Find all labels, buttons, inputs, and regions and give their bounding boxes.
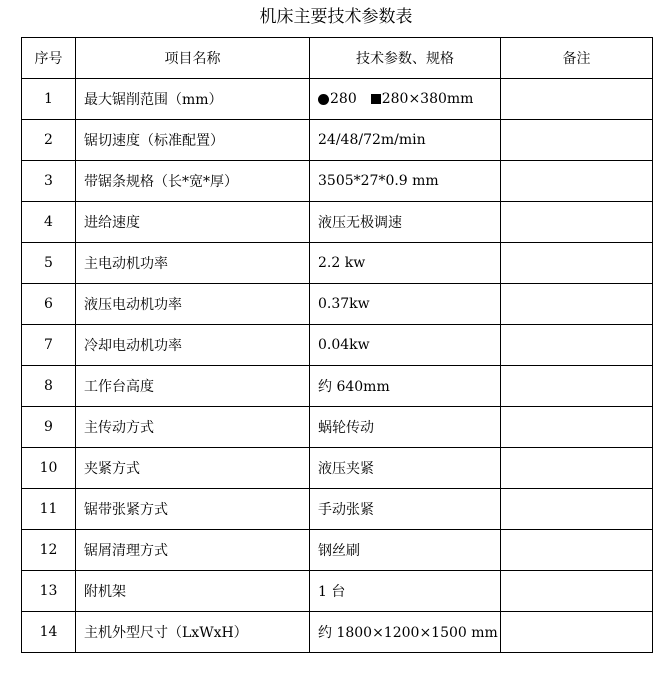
row-remark: [501, 202, 653, 243]
row-remark: [501, 120, 653, 161]
header-name: 项目名称: [76, 38, 310, 79]
table-row: [22, 161, 653, 202]
row-name: 最大锯削范围（mm）: [76, 79, 310, 120]
row-spec: 钢丝刷: [310, 530, 501, 571]
row-no: 6: [22, 284, 76, 325]
row-spec: [310, 79, 501, 120]
row-remark: [501, 161, 653, 202]
table-header-row: [22, 38, 653, 79]
table-row: [22, 325, 653, 366]
row-name: 夹紧方式: [76, 448, 310, 489]
table-row: [22, 202, 653, 243]
header-spec: 技术参数、规格: [310, 38, 501, 79]
square-icon: [371, 94, 381, 104]
row-spec: 液压无极调速: [310, 202, 501, 243]
row-remark: [501, 284, 653, 325]
row-name: 主电动机功率: [76, 243, 310, 284]
row-name: 锯切速度（标准配置）: [76, 120, 310, 161]
row-no: 5: [22, 243, 76, 284]
table-row: [22, 79, 653, 120]
table-row: [22, 284, 653, 325]
row-no: 12: [22, 530, 76, 571]
table-row: [22, 571, 653, 612]
row-remark: [501, 366, 653, 407]
row-no: 8: [22, 366, 76, 407]
row-no: 4: [22, 202, 76, 243]
row-no: 10: [22, 448, 76, 489]
parameter-table: [21, 37, 653, 653]
row-no: 13: [22, 571, 76, 612]
row-no: 3: [22, 161, 76, 202]
header-remark: 备注: [501, 38, 653, 79]
row-no: 7: [22, 325, 76, 366]
row-no: 2: [22, 120, 76, 161]
row-no: 1: [22, 79, 76, 120]
row-name: 锯带张紧方式: [76, 489, 310, 530]
row-name: 进给速度: [76, 202, 310, 243]
row-no: 14: [22, 612, 76, 653]
row-name: 主传动方式: [76, 407, 310, 448]
table-row: [22, 366, 653, 407]
row-name: 锯屑清理方式: [76, 530, 310, 571]
row-spec: 2.2 kw: [310, 243, 501, 284]
table-row: [22, 243, 653, 284]
row-no: 9: [22, 407, 76, 448]
row-spec: 1 台: [310, 571, 501, 612]
row-remark: [501, 407, 653, 448]
circle-icon: [318, 94, 329, 105]
table-row: [22, 530, 653, 571]
row-remark: [501, 79, 653, 120]
table-row: [22, 120, 653, 161]
row-spec: 蜗轮传动: [310, 407, 501, 448]
row-name: 带锯条规格（长*宽*厚）: [76, 161, 310, 202]
table-row: [22, 612, 653, 653]
spec-rectangle: 280×380mm: [381, 91, 474, 107]
row-remark: [501, 448, 653, 489]
row-name: 主机外型尺寸（LxWxH）: [76, 612, 310, 653]
row-spec: 0.04kw: [310, 325, 501, 366]
row-remark: [501, 530, 653, 571]
row-spec: 0.37kw: [310, 284, 501, 325]
row-remark: [501, 325, 653, 366]
row-spec: 约 640mm: [310, 366, 501, 407]
row-name: 工作台高度: [76, 366, 310, 407]
row-spec: 24/48/72m/min: [310, 120, 501, 161]
row-name: 液压电动机功率: [76, 284, 310, 325]
row-remark: [501, 489, 653, 530]
row-spec: 约 1800×1200×1500 mm: [310, 612, 501, 653]
row-spec: 液压夹紧: [310, 448, 501, 489]
table-row: [22, 407, 653, 448]
row-spec: 手动张紧: [310, 489, 501, 530]
row-no: 11: [22, 489, 76, 530]
row-remark: [501, 612, 653, 653]
header-no: 序号: [22, 38, 76, 79]
row-remark: [501, 243, 653, 284]
table-row: [22, 448, 653, 489]
row-spec: 3505*27*0.9 mm: [310, 161, 501, 202]
table-row: [22, 489, 653, 530]
row-remark: [501, 571, 653, 612]
document-title: 机床主要技术参数表: [259, 7, 413, 27]
row-name: 附机架: [76, 571, 310, 612]
row-name: 冷却电动机功率: [76, 325, 310, 366]
spec-diameter: 280: [330, 91, 357, 107]
